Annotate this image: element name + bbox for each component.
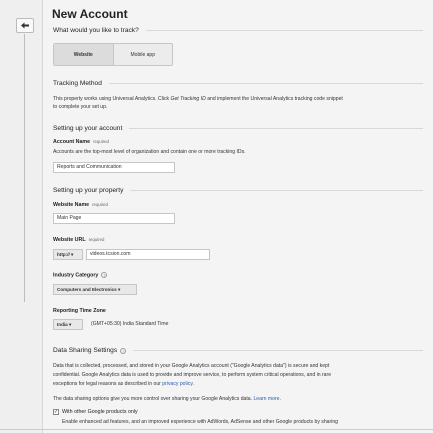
track-question: What would you like to track? [53, 27, 423, 34]
url-protocol-select[interactable]: http:// ▾ [53, 249, 83, 260]
website-name-label: Website Name required [53, 202, 108, 208]
back-button[interactable] [16, 18, 34, 33]
left-rail [0, 0, 42, 433]
chevron-down-icon: ▾ [69, 322, 72, 327]
google-products-checkbox[interactable]: ✓ [54, 409, 59, 415]
chevron-down-icon: ▾ [118, 287, 121, 292]
time-zone-label: Reporting Time Zone [53, 308, 106, 314]
privacy-policy-link[interactable]: privacy policy [162, 381, 193, 387]
back-arrow-icon [20, 21, 30, 30]
help-icon[interactable]: ? [122, 348, 125, 354]
industry-category-select[interactable]: Computers and Electronics ▾ [53, 284, 137, 295]
google-products-desc: Enable enhanced ad features, and an improved experience with AdWords, AdSense and other Google products by sharing [62, 419, 338, 425]
rail-line [24, 34, 25, 302]
website-url-label: Website URL required [53, 237, 105, 243]
account-setup-heading: Setting up your account [53, 125, 423, 132]
mobile-app-option[interactable]: Mobile app [130, 51, 155, 58]
google-products-label: With other Google products only [62, 409, 138, 415]
tracking-method-text: This property works using Universal Analytics. Click Get Tracking ID and implement the Universal Analytics tracking code snippet to complete your set up. [53, 96, 343, 110]
property-setup-heading: Setting up your property [53, 187, 423, 194]
data-sharing-options-text: The data sharing options give you more control over sharing your Google Analytics data. Learn more. [53, 396, 281, 402]
page-title: New Account [52, 7, 128, 21]
account-name-label: Account Name required [53, 139, 109, 145]
industry-category-label: Industry Category ? [53, 272, 106, 279]
time-zone-country-select[interactable]: India ▾ [53, 319, 83, 330]
bottom-border [0, 429, 433, 430]
tracking-method-heading: Tracking Method [53, 80, 423, 87]
get-tracking-id-text: Get Tracking ID [170, 96, 206, 102]
website-url-input[interactable]: videos.tcsion.com [86, 249, 210, 260]
help-icon[interactable]: ? [103, 273, 106, 278]
website-name-input[interactable]: Main Page [53, 213, 175, 224]
learn-more-link[interactable]: Learn more [253, 396, 280, 402]
account-name-input[interactable]: Reports and Communication [53, 162, 175, 173]
time-zone-value[interactable]: (GMT+05:30) India Standard Time [91, 321, 169, 327]
website-option[interactable]: Website [54, 44, 114, 65]
track-type-toggle [53, 43, 173, 66]
data-sharing-text: Data that is collected, processed, and stored in your Google Analytics account ("Google Analytics data") is secure and kept confidential. Google Analytics data is used to provide and improve service, to perform system critical operations, and in rare exceptions for legal reasons as described in our privacy policy. [53, 363, 332, 387]
account-name-help: Accounts are the top-most level of organization and contain one or more tracking IDs. [53, 149, 246, 155]
data-sharing-heading: Data Sharing Settings ? [53, 347, 423, 354]
chevron-down-icon: ▾ [71, 252, 74, 257]
